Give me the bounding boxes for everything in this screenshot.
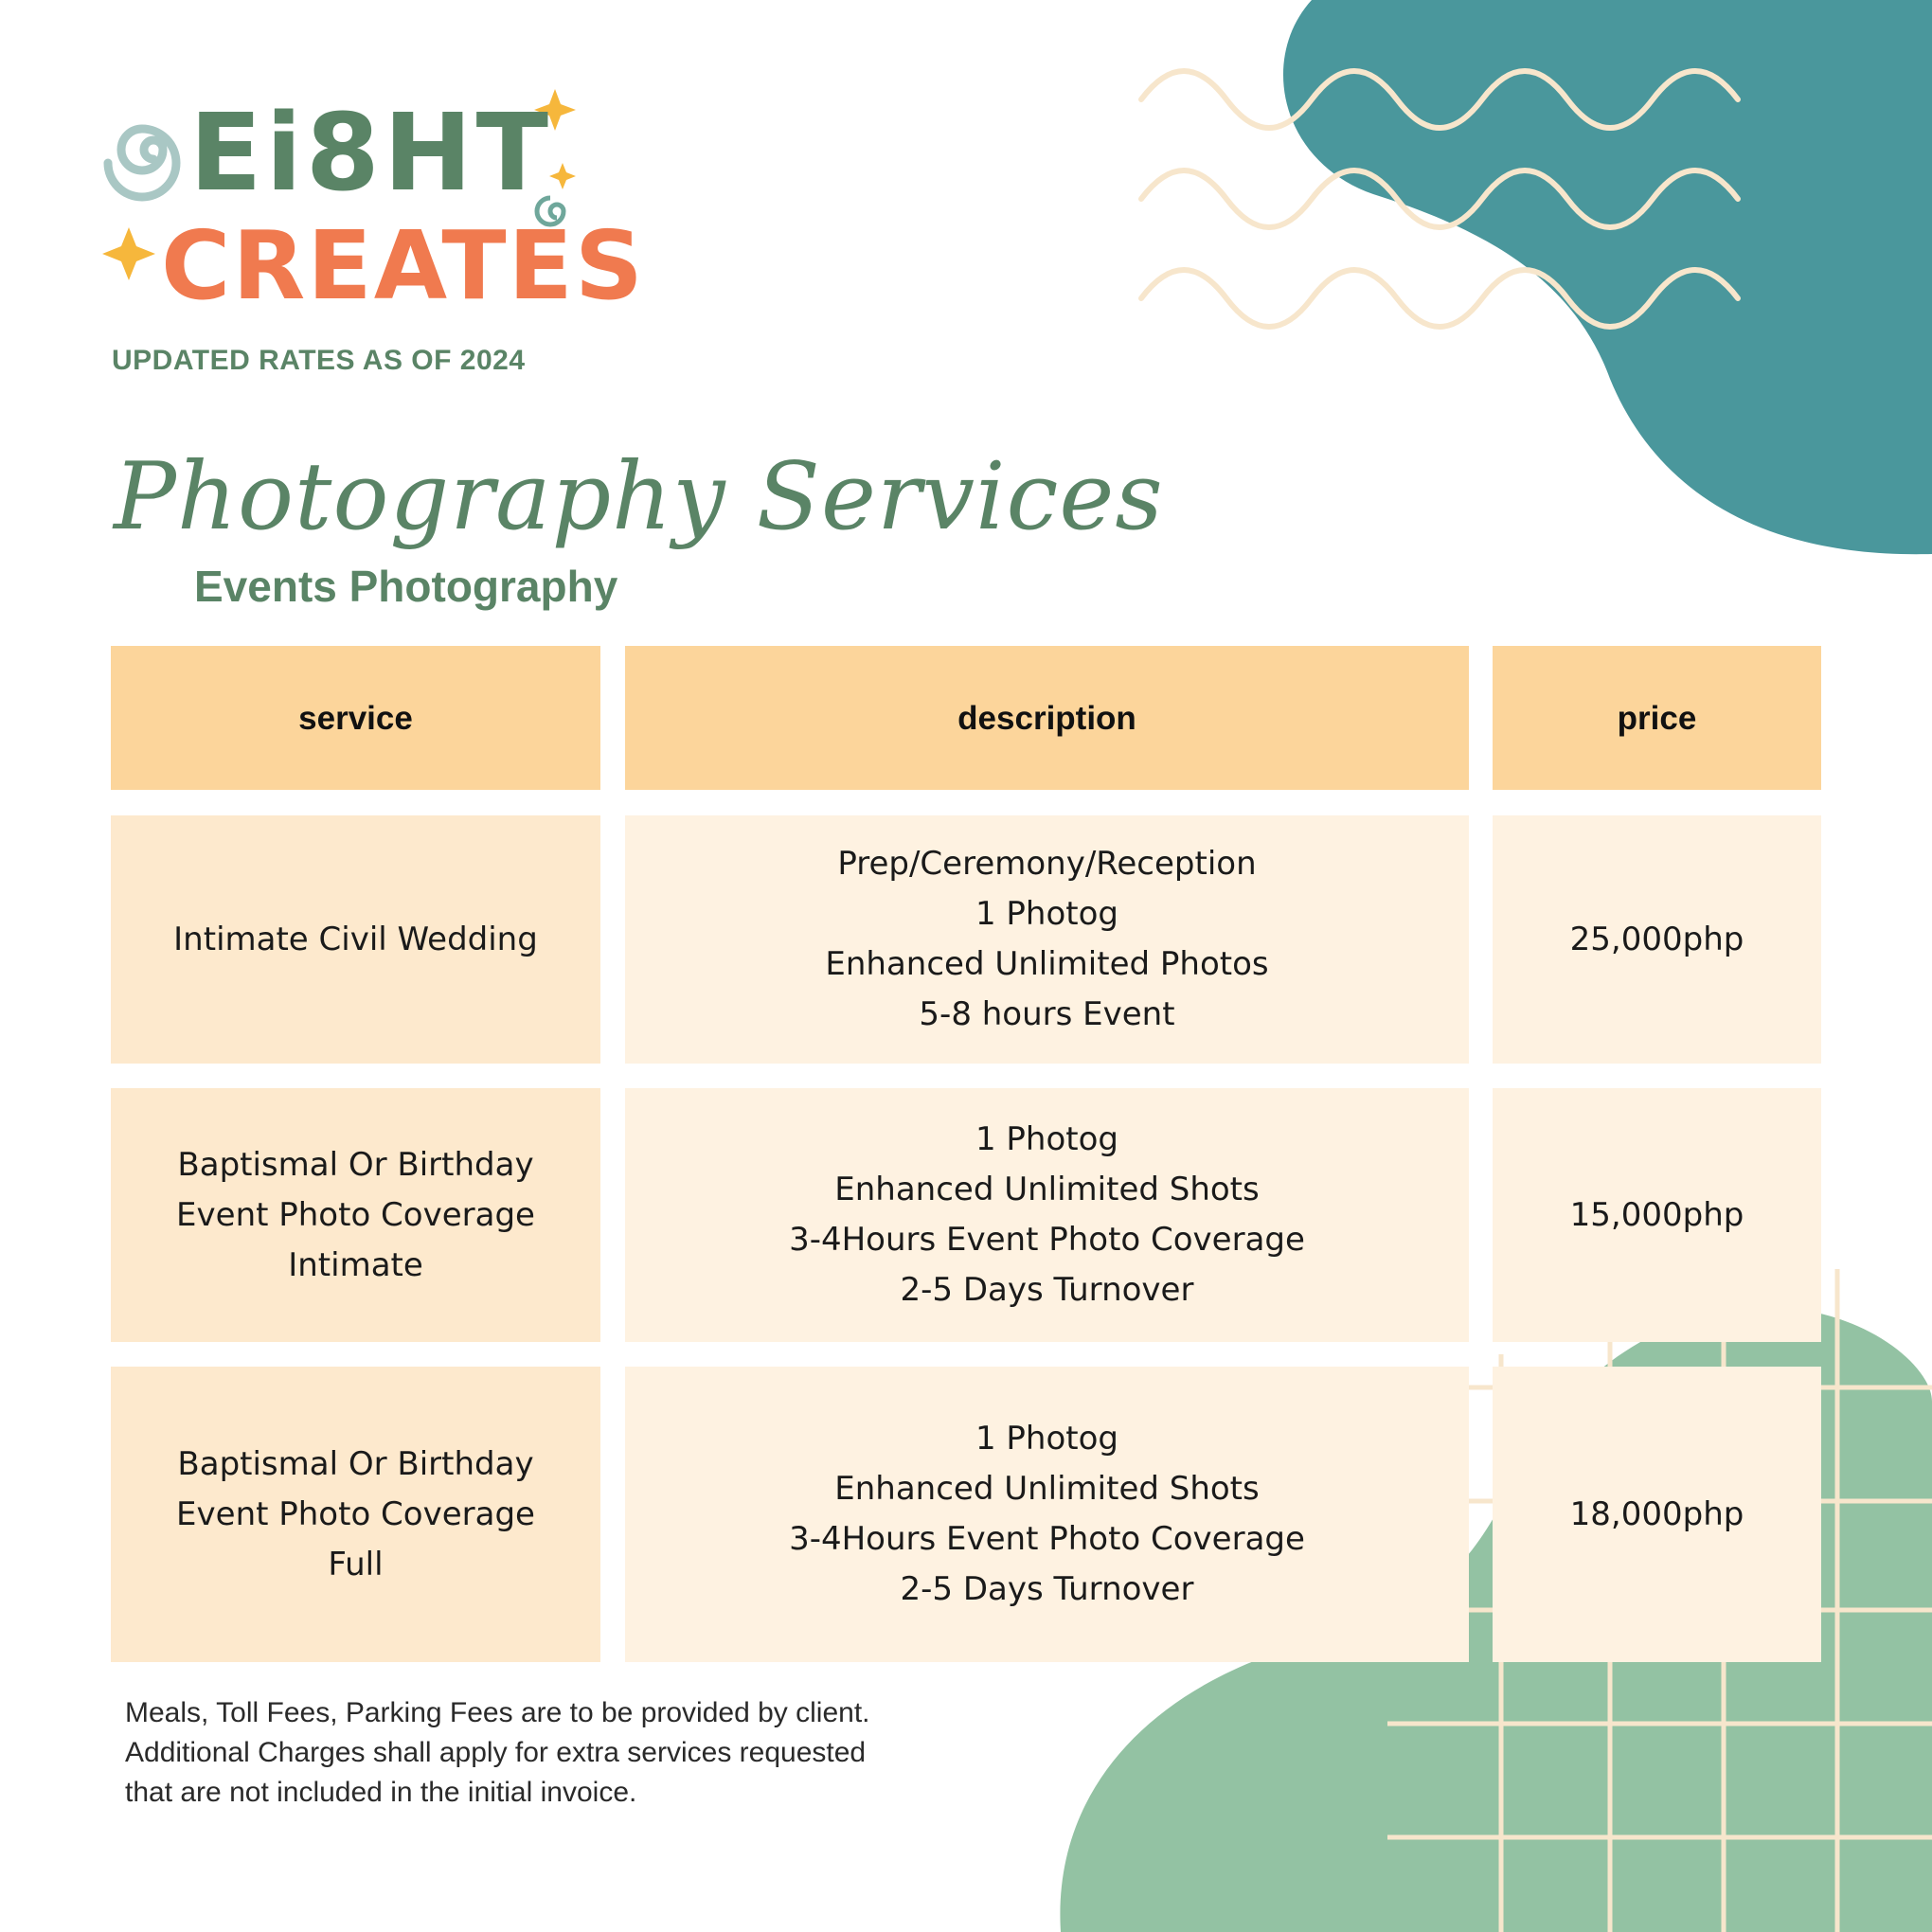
row1-description: Prep/Ceremony/Reception 1 Photog Enhanced Unlimited Photos 5-8 hours Event [625, 815, 1469, 1064]
star-icon [102, 227, 155, 280]
header-price: price [1493, 646, 1821, 790]
row2-price: 15,000php [1493, 1088, 1821, 1342]
eight-creates-logo [95, 66, 645, 322]
row1-price: 25,000php [1493, 815, 1821, 1064]
row1-service: Intimate Civil Wedding [111, 815, 600, 1064]
footer-note: Meals, Toll Fees, Parking Fees are to be provided by client. Additional Charges shall apply for extra services requested that are not included in the initial invoice. [125, 1697, 870, 1808]
row3-service: Baptismal Or Birthday Event Photo Coverage Full [111, 1367, 600, 1662]
page-subtitle: Events Photography [194, 562, 618, 611]
logo-line2: CREATES [161, 210, 645, 321]
row3-price: 18,000php [1493, 1367, 1821, 1662]
swirl-icon [108, 129, 176, 197]
header-service: service [111, 646, 600, 790]
header-description: description [625, 646, 1469, 790]
row3-description: 1 Photog Enhanced Unlimited Shots 3-4Hours Event Photo Coverage 2-5 Days Turnover [625, 1367, 1469, 1662]
star-icon [549, 163, 576, 189]
row2-service: Baptismal Or Birthday Event Photo Coverage Intimate [111, 1088, 600, 1342]
updated-rates-label: UPDATED RATES AS OF 2024 [112, 345, 526, 376]
page-title: Photography Services [114, 443, 1164, 551]
row2-description: 1 Photog Enhanced Unlimited Shots 3-4Hours Event Photo Coverage 2-5 Days Turnover [625, 1088, 1469, 1342]
logo-line1: Ei8HT [189, 92, 552, 215]
